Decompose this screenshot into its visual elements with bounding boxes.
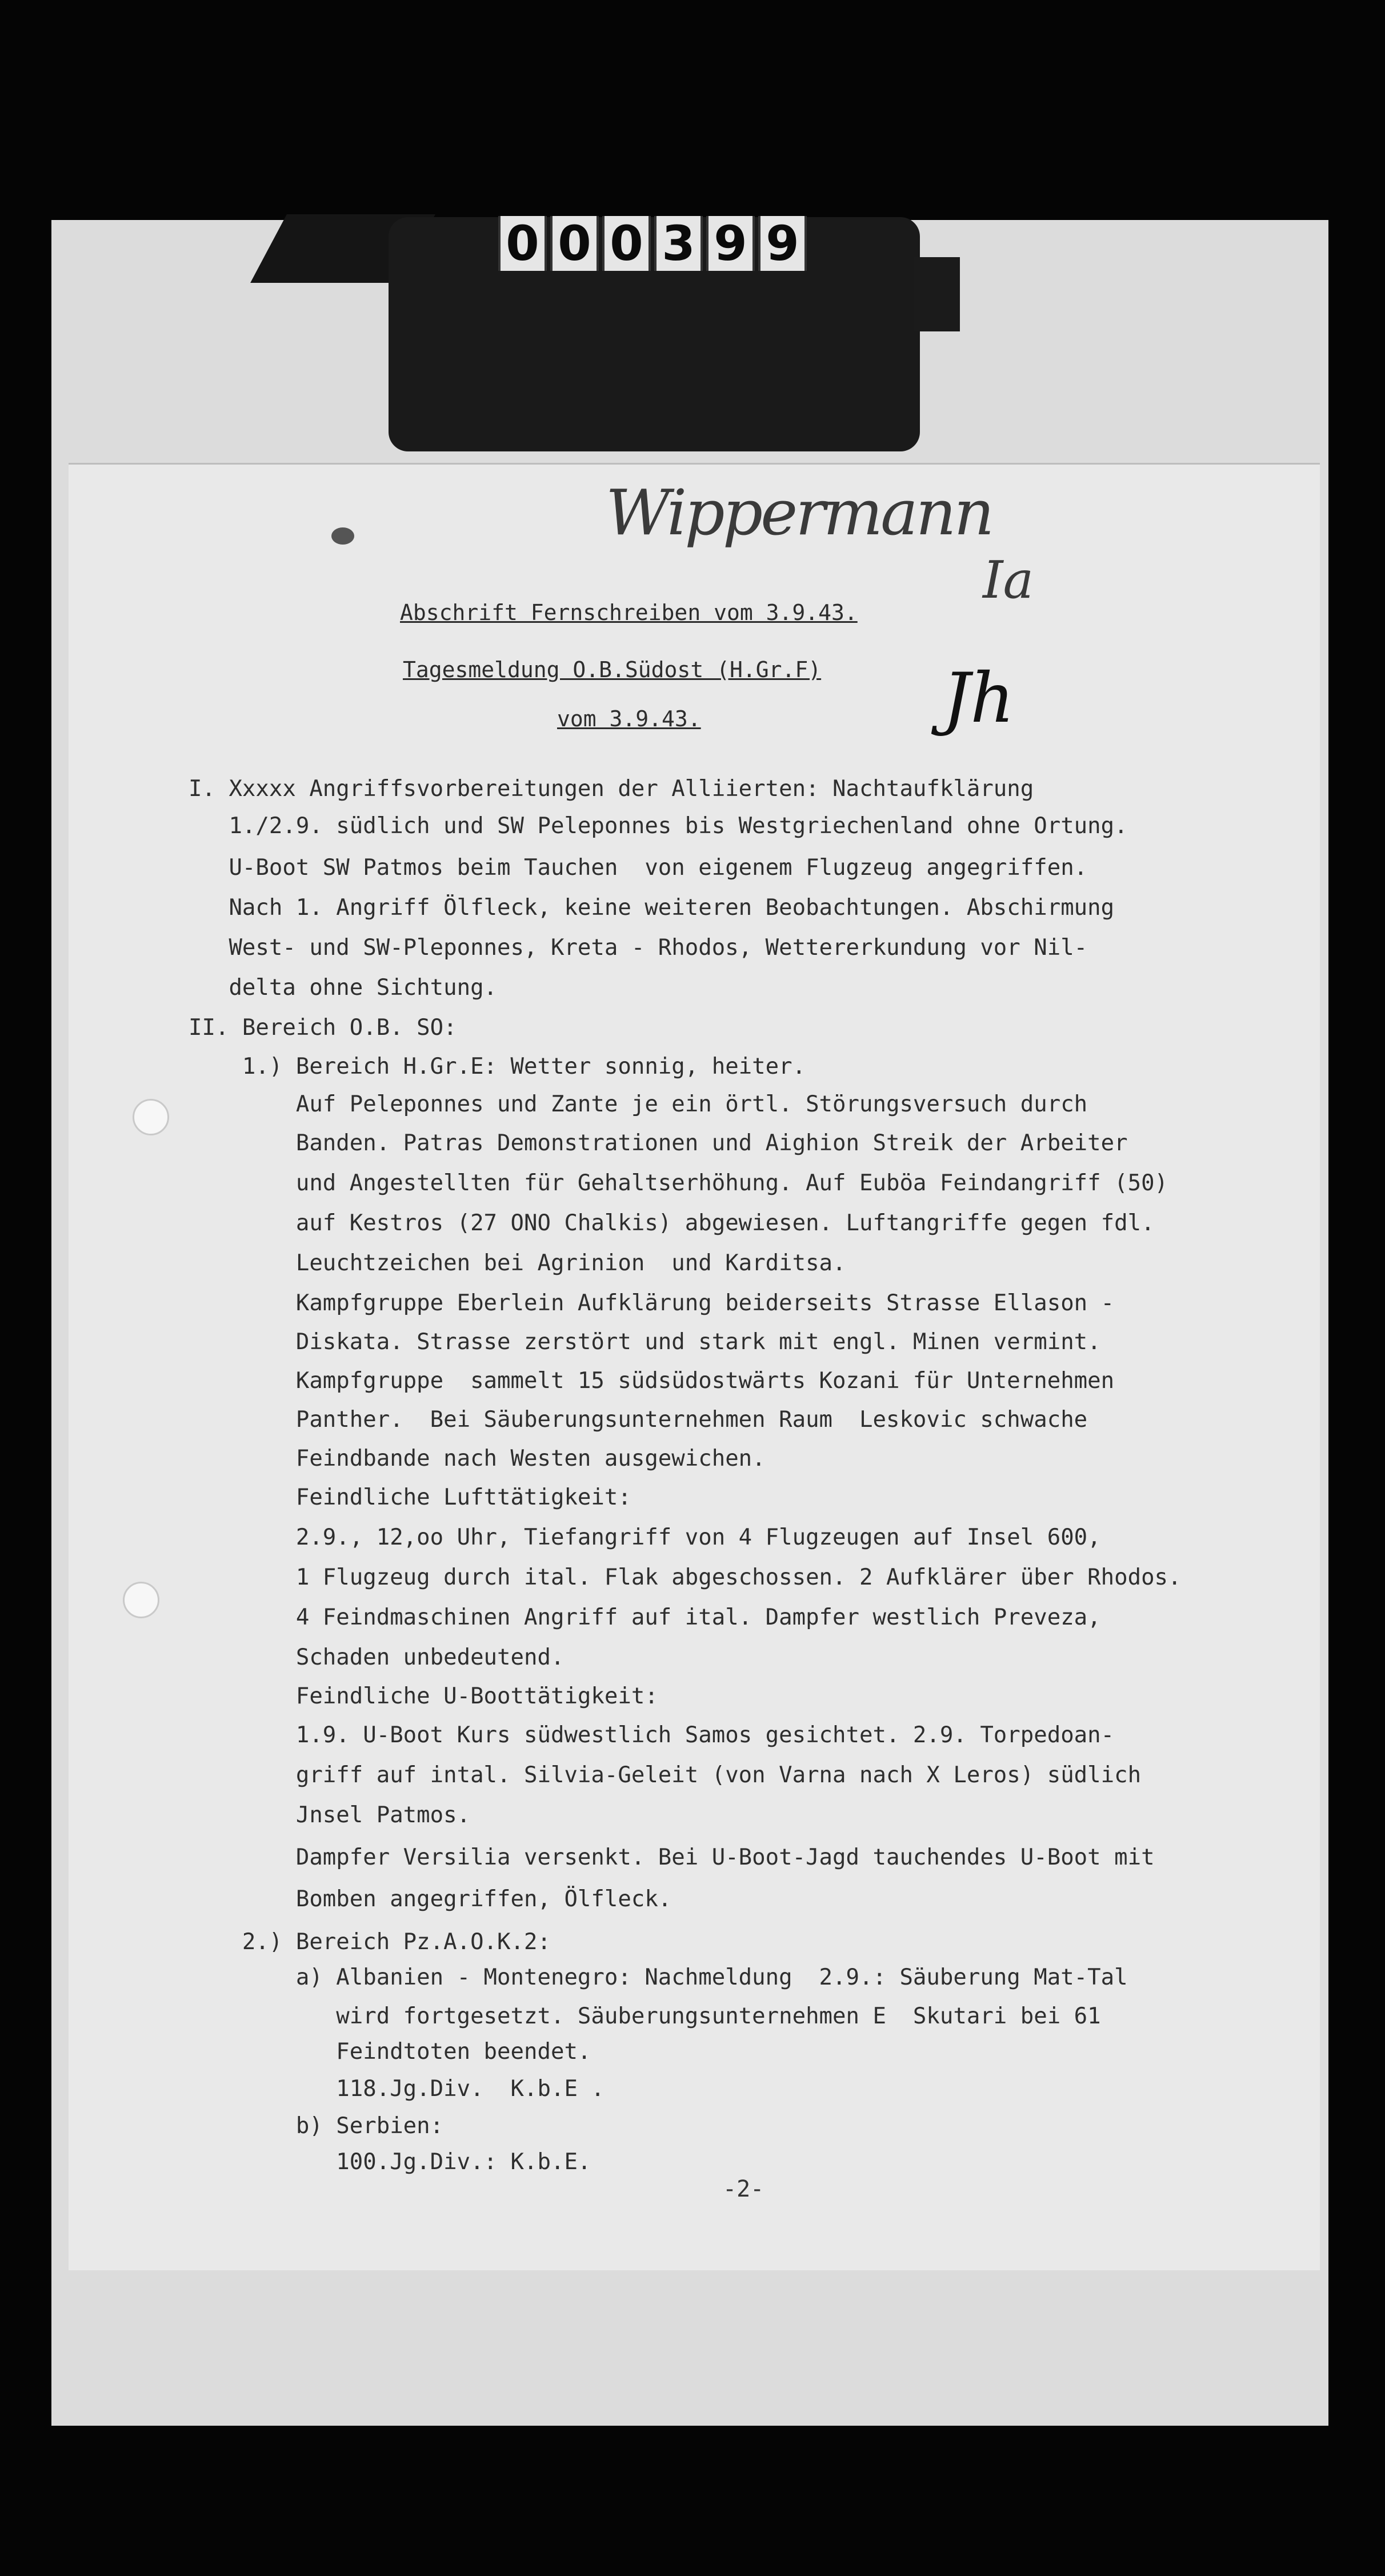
text-line: Kampfgruppe Eberlein Aufklärung beiderseits Strasse Ellason -	[189, 1290, 1115, 1316]
frame-counter-display	[498, 216, 807, 271]
text-line: 100.Jg.Div.: K.b.E.	[189, 2149, 591, 2175]
text-line: Jnsel Patmos.	[189, 1802, 471, 1828]
text-line: 2.9., 12,oo Uhr, Tiefangriff von 4 Flugzeugen auf Insel 600,	[189, 1525, 1101, 1550]
counter-digit: 0	[550, 216, 599, 271]
document-title: Abschrift Fernschreiben vom 3.9.43.	[400, 600, 858, 625]
text-line: Kampfgruppe sammelt 15 südsüdostwärts Kozani für Unternehmen	[189, 1368, 1115, 1394]
text-line: 1./2.9. südlich und SW Peleponnes bis Westgriechenland ohne Ortung.	[189, 813, 1128, 839]
text-line: 2.) Bereich Pz.A.O.K.2:	[189, 1929, 551, 1955]
text-line: Diskata. Strasse zerstört und stark mit engl. Minen vermint.	[189, 1329, 1101, 1355]
text-line: a) Albanien - Montenegro: Nachmeldung 2.9.: Säuberung Mat-Tal	[189, 1965, 1128, 1990]
text-line: 1 Flugzeug durch ital. Flak abgeschossen. 2 Aufklärer über Rhodos.	[189, 1565, 1182, 1590]
counter-digit: 0	[498, 216, 547, 271]
text-line: delta ohne Sichtung.	[189, 975, 498, 1001]
text-line: Dampfer Versilia versenkt. Bei U-Boot-Jagd tauchendes U-Boot mit	[189, 1845, 1155, 1870]
text-line: II. Bereich O.B. SO:	[189, 1015, 457, 1041]
ink-stain	[331, 527, 354, 545]
text-line: Nach 1. Angriff Ölfleck, keine weiteren Beobachtungen. Abschirmung	[189, 895, 1115, 921]
text-line: Bomben angegriffen, Ölfleck.	[189, 1886, 672, 1912]
text-line: Feindtoten beendet.	[189, 2039, 591, 2065]
text-line: Feindbande nach Westen ausgewichen.	[189, 1446, 766, 1471]
handwritten-mark: Jh	[943, 659, 1015, 738]
text-line: Schaden unbedeutend.	[189, 1645, 565, 1670]
counter-digit: 0	[602, 216, 651, 271]
text-line: und Angestellten für Gehaltserhöhung. Auf Euböa Feindangriff (50)	[189, 1170, 1168, 1196]
text-line: 1.9. U-Boot Kurs südwestlich Samos gesichtet. 2.9. Torpedoan-	[189, 1722, 1115, 1748]
text-line: U-Boot SW Patmos beim Tauchen von eigenem Flugzeug angegriffen.	[189, 855, 1088, 881]
text-line: Feindliche U-Boottätigkeit:	[189, 1683, 658, 1709]
text-line: Banden. Patras Demonstrationen und Aighion Streik der Arbeiter	[189, 1130, 1128, 1156]
punch-hole	[133, 1099, 169, 1135]
counter-knob	[914, 257, 960, 331]
document-date: vom 3.9.43.	[557, 706, 701, 731]
document-page	[69, 463, 1320, 2270]
text-line: wird fortgesetzt. Säuberungsunternehmen E Skutari bei 61	[189, 2003, 1101, 2029]
text-line: Panther. Bei Säuberungsunternehmen Raum Leskovic schwache	[189, 1407, 1088, 1433]
text-line: b) Serbien:	[189, 2113, 444, 2139]
handwritten-initials: Ia	[983, 550, 1034, 610]
counter-digit: 3	[654, 216, 703, 271]
text-line: auf Kestros (27 ONO Chalkis) abgewiesen. Luftangriffe gegen fdl.	[189, 1210, 1155, 1236]
text-line: Feindliche Lufttätigkeit:	[189, 1485, 631, 1510]
text-line: I. Xxxxx Angriffsvorbereitungen der Alliierten: Nachtaufklärung	[189, 776, 1034, 802]
document-subtitle: Tagesmeldung O.B.Südost (H.Gr.F)	[403, 657, 822, 682]
counter-digit: 9	[706, 216, 755, 271]
punch-hole	[123, 1582, 159, 1618]
text-line: Leuchtzeichen bei Agrinion und Karditsa.	[189, 1250, 846, 1276]
text-line: Auf Peleponnes und Zante je ein örtl. Störungsversuch durch	[189, 1091, 1088, 1117]
counter-digit: 9	[758, 216, 807, 271]
text-line: 4 Feindmaschinen Angriff auf ital. Dampfer westlich Preveza,	[189, 1605, 1101, 1630]
text-line: 1.) Bereich H.Gr.E: Wetter sonnig, heiter.	[189, 1054, 806, 1079]
handwritten-signature: Wippermann	[606, 476, 992, 549]
page-number: -2-	[723, 2176, 764, 2202]
text-line: West- und SW-Pleponnes, Kreta - Rhodos, Wettererkundung vor Nil-	[189, 935, 1088, 961]
text-line: 118.Jg.Div. K.b.E .	[189, 2076, 605, 2102]
text-line: griff auf intal. Silvia-Geleit (von Varna nach X Leros) südlich	[189, 1762, 1142, 1788]
